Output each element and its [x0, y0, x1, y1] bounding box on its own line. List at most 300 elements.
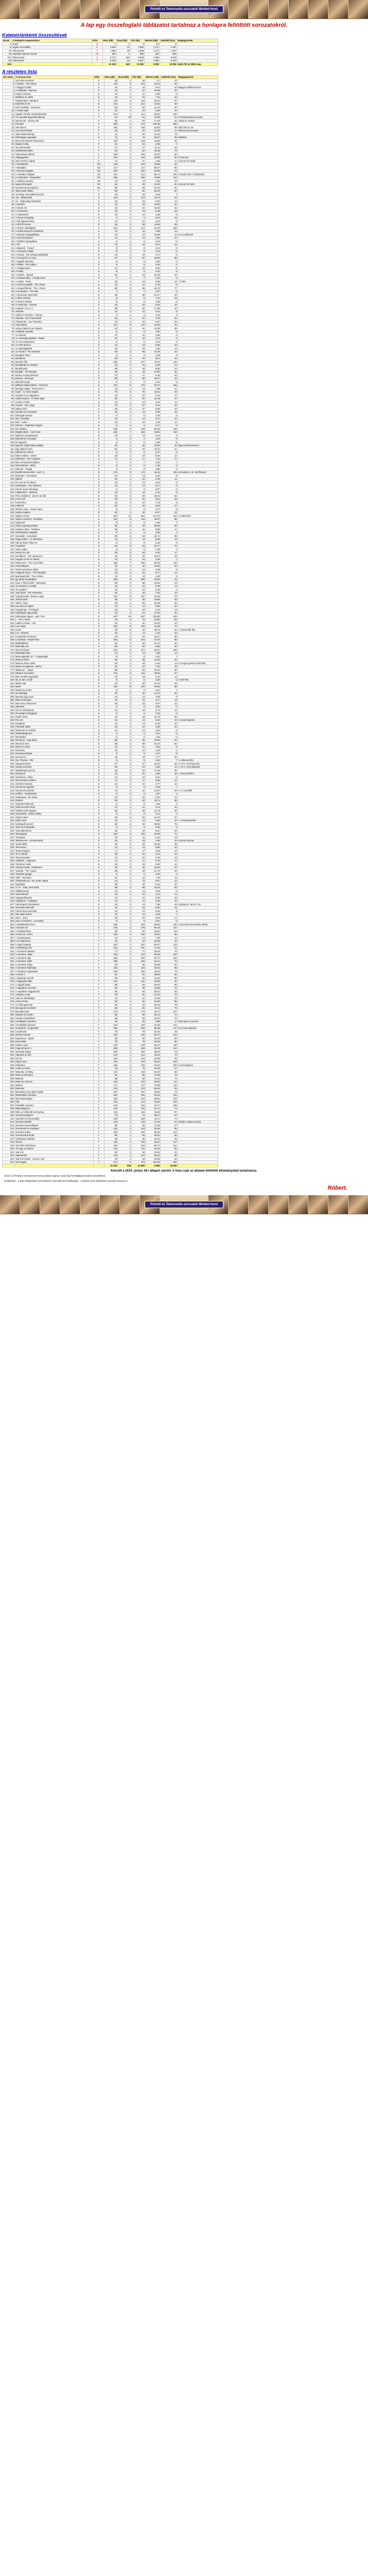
list-cell: Vadmacska [14, 1154, 93, 1158]
list-cell: 3 [3, 86, 15, 89]
banner-title[interactable]: Pótoldi és Telenovella sorozatok Minden'most [145, 6, 223, 13]
list-cell: Vérmérgező Visszatérés [14, 903, 93, 906]
list-cell: 284 [3, 1027, 15, 1030]
list-cell: S [94, 424, 104, 428]
list-cell: Becsapott szerelmek [14, 1007, 93, 1010]
list-cell: S [94, 853, 104, 856]
list-cell: Mariszka [14, 1087, 93, 1091]
list-cell: 1 [118, 474, 132, 478]
list-cell: 13 [161, 936, 178, 940]
list-cell: 156 [132, 561, 146, 565]
list-cell: 13 [132, 819, 146, 823]
list-cell: 75 [161, 1074, 178, 1077]
list-cell: 100 [132, 1050, 146, 1054]
list-cell: 80 [3, 344, 15, 347]
list-cell: 3x3 néha szerelem [14, 79, 93, 82]
list-cell: 24 [104, 86, 118, 89]
list-cell: S [94, 679, 104, 682]
list-cell: 74 [104, 136, 118, 140]
list-cell: 39,73 [145, 628, 160, 632]
list-cell: 15 [161, 216, 178, 220]
list-cell: S [94, 330, 104, 334]
list-cell: Szűrel mászt [14, 816, 93, 819]
list-cell: 13,42 [145, 692, 160, 696]
list-cell: 36 [132, 223, 146, 227]
list-cell: T [94, 983, 104, 987]
list-cell: 1 [118, 1147, 132, 1151]
list-cell: 104 [3, 424, 15, 428]
list-cell: 79 [3, 340, 15, 344]
list-cell: 1 [118, 92, 132, 96]
list-cell: 2,81 [145, 775, 160, 779]
list-cell: Spanis ifranzpáh [14, 183, 93, 187]
list-cell: 173 [104, 1010, 118, 1013]
list-cell: 63,07 [145, 943, 160, 946]
list-cell: 1 [118, 688, 132, 692]
list-cell: 15 [104, 725, 118, 729]
list-cell: S [94, 675, 104, 679]
list-cell: 4,46 [145, 400, 160, 404]
list-cell: 16 [132, 836, 146, 839]
list-cell: 33 [132, 829, 146, 833]
list-cell: S [94, 668, 104, 672]
list-cell: 6,61 [145, 216, 160, 220]
list-cell: 7 [161, 786, 178, 789]
list-cell: A Boggs Család [14, 86, 93, 89]
list-cell: 36 [161, 1000, 178, 1004]
list-cell: 7 [132, 461, 146, 464]
list-cell: 120 [3, 478, 15, 481]
list-cell: 3 [161, 313, 178, 317]
list-cell: Zarr alatti strand [14, 913, 93, 917]
list-cell: 2,12 [145, 812, 160, 816]
list-cell: S [94, 324, 104, 327]
list-cell: A macskavarás [14, 936, 93, 940]
list-cell: 287 [3, 1037, 15, 1040]
list-cell: 88 [132, 1077, 146, 1080]
list-cell: 38 [132, 883, 146, 886]
list-cell: 46,02 [145, 1134, 160, 1138]
list-cell: S [94, 782, 104, 786]
list-cell: T [94, 1007, 104, 1010]
list-cell: 88 [161, 518, 178, 521]
list-cell: Szerlemos ügyekél [14, 786, 93, 789]
list-cell: Az Áramsági dadinka - Raadt [14, 337, 93, 341]
list-cell: 110 [161, 1043, 178, 1047]
list-cell: A végzetkes vágyakozás [14, 990, 93, 993]
list-cell: 24 [104, 896, 118, 900]
list-cell: 302 [3, 1087, 15, 1091]
bottom-banner-title[interactable]: Pótoldi és Telenovella sorozatok Minden'most [145, 1201, 223, 1208]
list-cell: Szerlemés közvelé [14, 789, 93, 792]
list-cell: 1 [118, 1037, 132, 1040]
list-cell: 6 [132, 802, 146, 806]
list-cell: 29,32 [145, 206, 160, 210]
list-cell: 1 [118, 374, 132, 377]
list-cell: 1 [118, 668, 132, 672]
list-header-2: KÓD [94, 76, 104, 79]
list-cell: 62 [3, 283, 15, 287]
list-cell: 3 [132, 313, 146, 317]
list-cell: 124 [132, 1100, 146, 1104]
list-cell: 235 [3, 862, 15, 866]
list-cell: 15 [161, 772, 178, 776]
list-cell: 176 [104, 926, 118, 930]
list-cell: 8 [104, 712, 118, 716]
list-cell: A Kardbok fáryo [14, 929, 93, 933]
list-cell: 13 [104, 588, 118, 591]
list-cell: 225 [3, 829, 15, 833]
list-cell: 1 [118, 347, 132, 350]
list-cell: 55 [3, 260, 15, 263]
list-cell: 120,60 [145, 615, 160, 618]
list-cell: 7,88 [145, 387, 160, 391]
list-cell: 0,23 [145, 270, 160, 274]
list-cell: 202 [161, 1161, 178, 1164]
list-cell: 8 [118, 628, 132, 632]
list-cell: Marisol [14, 1083, 93, 1087]
list-cell: 1 [118, 913, 132, 917]
list-cell: Az Igazságpártól [14, 347, 93, 350]
list-cell: V, I.P - Tóda, mint testőr [14, 886, 93, 890]
list-cell: 87 [132, 257, 146, 260]
list-cell: Karosszri az igazit [14, 605, 93, 608]
list-cell: 240 [3, 879, 15, 883]
list-cell: Madfüllükben [14, 641, 93, 645]
list-cell: T [94, 973, 104, 977]
category-cell: Brazil [12, 42, 92, 46]
list-cell: 79 [161, 1050, 178, 1054]
list-cell: 98 [104, 983, 118, 987]
list-cell: 2 [118, 859, 132, 863]
list-cell: 1 [118, 987, 132, 990]
list-cell: 21 [104, 772, 118, 776]
list-cell: S [94, 641, 104, 645]
list-cell: 3,00 [145, 679, 160, 682]
list-cell: Éz nem az én életem [14, 481, 93, 484]
list-cell: 9 [104, 786, 118, 789]
list-cell: 26 [132, 79, 146, 82]
list-cell: 38 [132, 869, 146, 873]
list-cell: 191 [3, 715, 15, 719]
list-cell: E [94, 103, 104, 106]
list-cell: 112 [104, 112, 118, 116]
list-cell: 23 [132, 273, 146, 277]
list-cell: 1 [118, 1154, 132, 1158]
list-cell: 4 [118, 397, 132, 401]
list-cell: 313 [3, 1124, 15, 1127]
list-cell: 1 [118, 702, 132, 705]
list-cell: 84 [3, 357, 15, 361]
list-cell: S [94, 347, 104, 350]
list-cell: 52 [132, 149, 146, 153]
list-cell: 66 [104, 990, 118, 993]
category-cell: 8 604 [102, 59, 116, 63]
list-cell: 60,29 [145, 427, 160, 431]
list-cell: 1 [118, 79, 132, 82]
list-cell: 9 [161, 745, 178, 749]
list-cell: 1 [118, 146, 132, 149]
list-cell: Bunzgyi ragaty - Romerom el [14, 387, 93, 391]
list-cell: 1 [118, 1010, 132, 1013]
list-cell: S [94, 230, 104, 233]
list-cell: 96 [161, 1087, 178, 1091]
list-cell: 3,77 [145, 782, 160, 786]
list-cell: Rosszúan kiázati [14, 752, 93, 756]
list-cell: 317 [3, 1137, 15, 1141]
list-cell: 30 [104, 551, 118, 555]
list-cell: 99 [104, 186, 118, 190]
list-cell: T [94, 1010, 104, 1013]
list-cell: Pokolbéli szerelem [14, 1104, 93, 1107]
list-cell: 2 [118, 96, 132, 99]
list-cell: 67 [161, 1114, 178, 1117]
list-cell: 1 [118, 725, 132, 729]
list-cell: 9,41 [145, 404, 160, 408]
list-cell: Inkoi a Tiltott múdó - Sanctuary [14, 581, 93, 585]
list-cell: 208 [104, 578, 118, 582]
list-cell: 13 [132, 722, 146, 725]
list-cell: 52 [161, 628, 178, 632]
list-cell: 40 [3, 210, 15, 213]
list-cell: 1 [118, 1090, 132, 1094]
list-cell: 4 [118, 565, 132, 568]
list-cell: 1 [118, 732, 132, 736]
list-cell: GS [94, 183, 104, 187]
list-cell: 1 [118, 759, 132, 762]
list-cell: 13 [161, 836, 178, 839]
list-cell: Elmeszbérok - Eltíck [14, 464, 93, 468]
list-cell: 103 [3, 420, 15, 424]
list-cell: S [94, 467, 104, 471]
list-cell: Mellékes és Játék [14, 96, 93, 99]
list-cell: 7 [161, 913, 178, 917]
list-cell: 1 [118, 357, 132, 361]
list-cell: Nyomás úgyi vauri [14, 695, 93, 699]
list-cell: 8 [161, 219, 178, 223]
list-cell: 13 [132, 417, 146, 421]
list-cell: 201 [3, 749, 15, 752]
list-cell: 4,07 [145, 752, 160, 756]
list-cell: 9 [118, 427, 132, 431]
list-cell: 179 [3, 675, 15, 679]
list-cell: 117 [161, 926, 178, 930]
list-cell: 13 [132, 230, 146, 233]
list-cell: 4 [118, 99, 132, 103]
list-cell: 28 [161, 146, 178, 149]
list-cell: 297 [3, 1070, 15, 1074]
list-cell: Ama Bond-filmek [14, 129, 93, 133]
list-cell: 1 [118, 1040, 132, 1044]
list-cell: S [94, 451, 104, 454]
list-cell: 1 [118, 1003, 132, 1007]
list-cell: 44 [3, 223, 15, 227]
list-cell: 4,64 [145, 219, 160, 223]
list-cell: 50,92 [145, 1080, 160, 1084]
list-cell: 20 [161, 320, 178, 324]
list-cell: 4 [132, 437, 146, 441]
list-cell: 161 [3, 615, 15, 618]
list-cell: 137 [3, 534, 15, 538]
list-cell: T [94, 1003, 104, 1007]
list-cell: 20 [161, 317, 178, 320]
list-cell: 27 [104, 374, 118, 377]
list-cell: 129 [3, 507, 15, 511]
list-cell: 7,16 [145, 96, 160, 99]
list-cell: 10 [161, 605, 178, 608]
list-cell: 22 [132, 394, 146, 397]
list-cell: 4 Szerelmi Kéznezhely Tarlók [178, 923, 218, 926]
list-cell: 224 [132, 648, 146, 652]
list-cell: 6,99 [145, 280, 160, 283]
list-cell: Vad szív [14, 1150, 93, 1154]
list-cell: T [94, 946, 104, 950]
list-cell: Paradesk [14, 722, 93, 725]
list-cell: 89 [132, 377, 146, 381]
list-cell: Dolmen - Rejtelmek szigete [14, 424, 93, 428]
list-cell: Vad angyal [14, 1161, 93, 1164]
list-cell: 255 [3, 929, 15, 933]
list-cell: 126 [3, 498, 15, 501]
list-cell: 6 [118, 82, 132, 86]
list-cell: S [94, 411, 104, 414]
list-cell: A: N+1: részt folyozás [178, 766, 218, 769]
list-cell: 2 [118, 621, 132, 625]
list-cell: 99 [132, 1134, 146, 1138]
list-cell: 1 [118, 1007, 132, 1010]
list-cell: 26,32 [145, 99, 160, 103]
list-cell: 293 [3, 1057, 15, 1060]
list-cell: 233 [3, 856, 15, 859]
list-cell: 10 [104, 253, 118, 257]
list-cell: S [94, 494, 104, 498]
list-cell: 28,86 [145, 524, 160, 528]
list-cell: 10 [132, 806, 146, 809]
list-cell: 47 [3, 233, 15, 236]
list-cell: 13 [132, 588, 146, 591]
list-cell: 4,48 [145, 574, 160, 578]
list-cell: 131 [132, 980, 146, 984]
list-cell: 29 [104, 370, 118, 374]
list-cell: S [94, 862, 104, 866]
list-cell: 106 [161, 1063, 178, 1067]
list-cell: 40,87 [145, 152, 160, 156]
list-cell: Lucinsbird - Royal Pains [14, 638, 93, 642]
list-cell: 1 [118, 1157, 132, 1161]
list-cell: 6 [104, 802, 118, 806]
list-cell: S [94, 822, 104, 826]
list-cell: S [94, 531, 104, 535]
list-cell: 41,63 [145, 976, 160, 980]
category-header-5: File (db) [130, 39, 144, 43]
list-cell: 127 [3, 501, 15, 504]
list-cell: Szerlemi Kuraval [14, 782, 93, 786]
list-cell: 3 [118, 226, 132, 230]
list-cell: 166 [104, 1144, 118, 1147]
list-cell: 18 [104, 702, 118, 705]
list-cell: 55 [161, 799, 178, 803]
list-cell: GRANI Hotel - Grand Hotel [14, 507, 93, 511]
category-cell: 1 607 [160, 49, 177, 53]
list-cell: T [94, 1074, 104, 1077]
list-cell: 1 [118, 993, 132, 997]
list-cell: 38 [104, 869, 118, 873]
list-cell: 4,17 [145, 699, 160, 702]
list-cell: 69,68 [145, 923, 160, 926]
list-cell: 4,38 [145, 420, 160, 424]
list-cell: 8 [161, 300, 178, 303]
list-cell: 3 [118, 370, 132, 374]
list-cell: 1 [118, 976, 132, 980]
list-cell: 102 [161, 1033, 178, 1037]
list-cell: 1 [118, 143, 132, 146]
list-cell: 13 [104, 574, 118, 578]
list-cell: 30 [132, 866, 146, 870]
list-cell: S [94, 565, 104, 568]
list-cell: 263 [3, 956, 15, 960]
list-cell: F [94, 156, 104, 160]
list-cell: 32 [3, 183, 15, 187]
list-cell: 30 [104, 498, 118, 501]
list-cell: T [94, 1124, 104, 1127]
list-cell: 5 [161, 749, 178, 752]
list-cell: 84 [161, 1070, 178, 1074]
list-cell: S [94, 407, 104, 411]
list-cell: 18 [104, 766, 118, 769]
list-cell: S [94, 307, 104, 310]
list-cell: S [94, 461, 104, 464]
list-cell: 40,69 [145, 980, 160, 984]
list-cell: 1 [118, 745, 132, 749]
list-cell: S [94, 226, 104, 230]
list-cell: 31,59 [145, 203, 160, 207]
list-cell: 1 [118, 230, 132, 233]
category-total-cell: 8 689 [144, 62, 160, 66]
category-cell: Filmsorozat [12, 49, 92, 53]
list-cell: A Seprűs - Sprawl [14, 273, 93, 277]
list-cell: 39,10 [145, 983, 160, 987]
list-cell: 195 [3, 728, 15, 732]
list-cell: 4,42 [145, 491, 160, 495]
list-cell: 160 [3, 612, 15, 615]
list-cell: 6,84 [145, 303, 160, 307]
list-cell: 231 [3, 849, 15, 853]
list-cell: 1 [118, 491, 132, 495]
list-cell: 91 [132, 973, 146, 977]
list-cell: 26,58 [145, 163, 160, 166]
list-cell: 128 [3, 504, 15, 508]
list-cell: 24,96 [145, 1157, 160, 1161]
list-cell: 2,87 [145, 290, 160, 294]
list-cell: Mirtrei ratit [14, 682, 93, 685]
list-cell: 176 [132, 926, 146, 930]
list-cell: 75 [3, 327, 15, 330]
list-cell: F [94, 132, 104, 136]
list-cell: Császárné - Emperatríz [14, 1027, 93, 1030]
list-cell: +1 Film [178, 280, 218, 283]
list-cell: +1 élkvizes film [178, 759, 218, 762]
list-cell: T [94, 1080, 104, 1084]
list-cell: 4,89 [145, 568, 160, 571]
list-cell: 9 [161, 501, 178, 504]
list-cell: 229 [3, 842, 15, 846]
list-cell: 42 [3, 216, 15, 220]
list-cell: 111 [3, 447, 15, 451]
list-cell: 88 [104, 1077, 118, 1080]
list-cell: 1 [118, 1030, 132, 1033]
list-cell: 13 [132, 538, 146, 541]
list-cell: 15,17 [145, 635, 160, 638]
